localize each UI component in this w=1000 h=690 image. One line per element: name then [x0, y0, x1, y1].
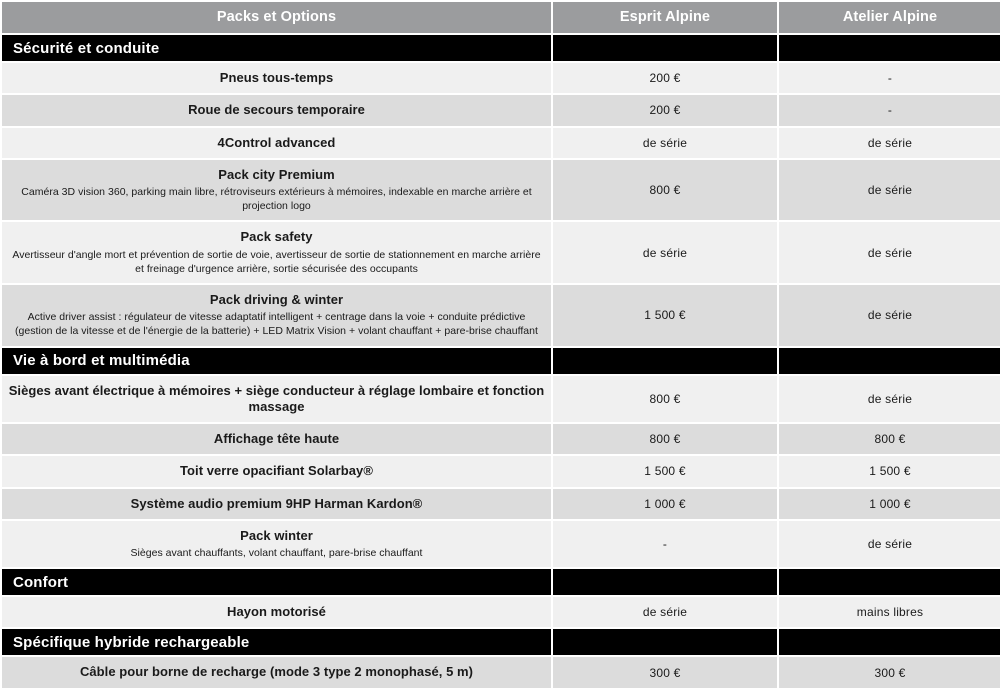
value-atelier-alpine: de série	[779, 521, 1000, 567]
feature-cell-sieges-avant-electrique-a-memoires-siege-con	[2, 376, 551, 423]
feature-cell-pack-driving-winter	[2, 285, 551, 346]
feature-cell-pack-winter	[2, 521, 551, 567]
feature-cell-pack-city-premium	[2, 160, 551, 221]
section-spacer-esprit	[553, 35, 777, 61]
feature-description: Active driver assist : régulateur de vitesse adaptatif intelligent + centrage dans la voie + conduite prédictive (gestion de la vitesse et de l'énergie de la batterie) + LED Matrix Vision + volant chauffant + pare-brise chauffant	[15, 311, 538, 338]
feature-title: Toit verre opacifiant Solarbay®	[180, 463, 373, 479]
section-header-row	[2, 348, 1000, 374]
table-row	[2, 222, 1000, 283]
column-header-feature: Packs et Options	[2, 2, 551, 33]
section-title-securite-et-conduite: Sécurité et conduite	[2, 35, 551, 61]
feature-cell-roue-de-secours-temporaire	[2, 95, 551, 125]
feature-description: Caméra 3D vision 360, parking main libre, rétroviseurs extérieurs à mémoires, indexable en marche arrière et projection logo	[21, 186, 532, 213]
feature-cell-hayon-motorise	[2, 597, 551, 627]
value-atelier-alpine: 1 000 €	[779, 489, 1000, 519]
value-esprit-alpine: 1 000 €	[553, 489, 777, 519]
feature-title: Pack safety	[240, 229, 313, 245]
feature-title: Roue de secours temporaire	[188, 102, 365, 118]
value-atelier-alpine: de série	[779, 285, 1000, 346]
value-atelier-alpine: mains libres	[779, 597, 1000, 627]
section-spacer-atelier	[779, 35, 1000, 61]
value-atelier-alpine: 1 500 €	[779, 456, 1000, 486]
value-esprit-alpine: 200 €	[553, 63, 777, 93]
table-row	[2, 456, 1000, 486]
feature-title: Affichage tête haute	[213, 431, 340, 447]
column-header-esprit-alpine: Esprit Alpine	[553, 2, 777, 33]
feature-cell-affichage-tete-haute	[2, 424, 551, 454]
feature-title: Pack winter	[240, 527, 313, 543]
feature-cell-pneus-tous-temps	[2, 63, 551, 93]
value-atelier-alpine: de série	[779, 222, 1000, 283]
feature-description: Avertisseur d'angle mort et prévention de sortie de voie, avertisseur de sortie de stationnement en marche arrière et freinage d'urgence arrière, sortie sécurisée des occupants	[12, 248, 541, 275]
section-spacer-atelier	[779, 569, 1000, 595]
value-esprit-alpine: 300 €	[553, 657, 777, 687]
value-atelier-alpine: 300 €	[779, 657, 1000, 687]
section-header-row	[2, 629, 1000, 655]
table-header-row	[2, 2, 1000, 33]
section-title-specifique-hybride-rechargeable: Spécifique hybride rechargeable	[2, 629, 551, 655]
section-spacer-esprit	[553, 629, 777, 655]
value-esprit-alpine: 800 €	[553, 424, 777, 454]
feature-cell-toit-verre-opacifiant-solarbay	[2, 456, 551, 486]
table-body	[2, 35, 1000, 688]
column-header-atelier-alpine: Atelier Alpine	[779, 2, 1000, 33]
section-spacer-atelier	[779, 348, 1000, 374]
section-title-vie-a-bord-et-multimedia: Vie à bord et multimédia	[2, 348, 551, 374]
feature-title: Câble pour borne de recharge (mode 3 type 2 monophasé, 5 m)	[79, 664, 474, 680]
value-esprit-alpine: -	[553, 521, 777, 567]
table-row	[2, 285, 1000, 346]
value-atelier-alpine: -	[779, 63, 1000, 93]
feature-cell-4control-advanced	[2, 128, 551, 158]
value-esprit-alpine: 200 €	[553, 95, 777, 125]
value-esprit-alpine: de série	[553, 128, 777, 158]
table-row	[2, 376, 1000, 423]
value-esprit-alpine: 1 500 €	[553, 456, 777, 486]
section-header-row	[2, 35, 1000, 61]
table-row	[2, 95, 1000, 125]
table-row	[2, 657, 1000, 687]
value-atelier-alpine: -	[779, 95, 1000, 125]
feature-cell-cable-pour-borne-de-recharge-mode-3-type-2-m	[2, 657, 551, 687]
section-spacer-esprit	[553, 569, 777, 595]
section-spacer-atelier	[779, 629, 1000, 655]
table-head	[2, 2, 1000, 33]
value-esprit-alpine: 800 €	[553, 160, 777, 221]
feature-title: Pneus tous-temps	[219, 70, 334, 85]
value-esprit-alpine: de série	[553, 597, 777, 627]
value-atelier-alpine: de série	[779, 376, 1000, 423]
feature-title: 4Control advanced	[217, 134, 336, 150]
table-row	[2, 521, 1000, 567]
value-atelier-alpine: de série	[779, 160, 1000, 221]
feature-title: Sièges avant électrique à mémoires + siège conducteur à réglage lombaire et fonction massage	[8, 382, 545, 414]
value-esprit-alpine: 1 500 €	[553, 285, 777, 346]
value-esprit-alpine: de série	[553, 222, 777, 283]
section-title-confort: Confort	[2, 569, 551, 595]
feature-title: Hayon motorisé	[227, 604, 326, 620]
table-row	[2, 597, 1000, 627]
feature-description: Sièges avant chauffants, volant chauffant, pare-brise chauffant	[130, 547, 423, 560]
value-esprit-alpine: 800 €	[553, 376, 777, 423]
table-row	[2, 424, 1000, 454]
feature-title: Pack city Premium	[218, 166, 335, 182]
feature-cell-pack-safety	[2, 222, 551, 283]
table-row	[2, 160, 1000, 221]
feature-title: Système audio premium 9HP Harman Kardon®	[130, 495, 423, 511]
value-atelier-alpine: de série	[779, 128, 1000, 158]
table-row	[2, 128, 1000, 158]
value-atelier-alpine: 800 €	[779, 424, 1000, 454]
section-spacer-esprit	[553, 348, 777, 374]
section-header-row	[2, 569, 1000, 595]
feature-title: Pack driving & winter	[209, 291, 344, 307]
table-row	[2, 489, 1000, 519]
table-row	[2, 63, 1000, 93]
feature-cell-systeme-audio-premium-9hp-harman-kardon	[2, 489, 551, 519]
